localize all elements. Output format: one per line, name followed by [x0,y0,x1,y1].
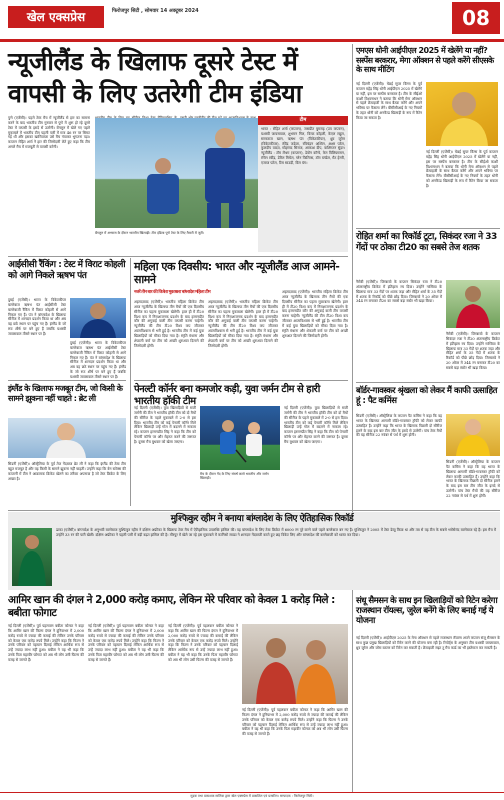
dhoni-photo [426,82,498,146]
hockey-photo [200,406,280,470]
cummins-body: सिडनी (एजेंसी)। ऑस्ट्रेलिया के कप्तान पैट कमिंस ने कहा कि वह भारत के खिलाफ आगामी बॉर्डर-गावस्कर ट्रॉफी को लेकर काफी उत्साहित हैं। उन्होंने कहा कि भारत के खिलाफ पिछली दो सीरीज हारने के बाद इस बार टीम जीत के इरादे से उतरेगी। पांच टेस्ट मैचों की यह सीरीज 22 नवंबर से पर्थ में शुरू होगी। [356,414,442,438]
imprint-footer: मुद्रक तथा प्रकाशक मालिक द्वारा खेल एक्सप्रेस में प्रकाशित एवं प्रसारित। सम्पादक : फिरोजपुर सिटी। [0,792,504,800]
rr-body: नई दिल्ली (एजेंसी)। आईपीएल 2025 के मेगा ऑक्शन से पहले राजस्थान रॉयल्स अपने कप्तान संजू सैमसन के साथ कुछ प्रमुख खिलाड़ियों को रिटेन करने की योजना बना रही है। रिपोर्ट्स के अनुसार टीम यशस्वी जायसवाल, ध्रुव जुरेल और जोस बटलर को रिटेन कर सकती है। फ्रेंचाइजी राइट टू मैच कार्ड का भी इस्तेमाल कर सकती है। [356,636,500,650]
hockey-headline: पेनल्टी कॉर्नर बना कमजोर कड़ी, युवा जर्मन टीम से हारी भारतीय हॉकी टीम [134,384,320,407]
column-rule [130,258,131,506]
babita-headline: आमिर खान की दंगल ने 2,000 करोड़ कमाए, लेकिन मेरे परिवार को केवल 1 करोड़ मिले : बबीता फोगाट [8,594,335,619]
pant-photo [70,298,126,338]
babita-body-1: नई दिल्ली (एजेंसी)। पूर्व पहलवान बबीता फोगाट ने कहा कि आमिर खान की फिल्म दंगल ने दुनियाभर में 2,000 करोड़ रुपये से ज्यादा की कमाई की लेकिन उनके परिवार को केवल एक करोड़ रुपये मिले। उन्होंने कहा कि फिल्म ने उनके परिवार को पहचान दिलाई लेकिन आर्थिक रूप से उन्हें ज्यादा लाभ नहीं हुआ। बबीता ने यह भी कहा कि उनके पिता महावीर फोगाट को अब भी लोग उसी फिल्म की वजह से जानते हैं। [8,624,84,662]
dateline: फिरोजपुर सिटी , सोमवार 14 अक्टूबर 2024 [112,8,199,14]
babita-photo [242,624,348,704]
hockey-body-2: नई दिल्ली (एजेंसी)। युवा खिलाड़ियों से सजी जर्मनी की टीम ने भारतीय हॉकी टीम को दो मैचों की सीरीज के पहले मुकाबले में 2-0 से हरा दिया। भारतीय टीम को कई पेनल्टी कॉर्नर मिले लेकिन खिलाड़ी उन्हें गोल में बदलने में नाकाम रहे। कप्तान हरमनप्रीत सिंह ने कहा कि टीम को पेनल्टी कॉर्नर पर और मेहनत करने की जरूरत है। दूसरा मैच बुधवार को खेला जाएगा। [284,406,349,444]
page-number: 08 [452,2,500,34]
lead-headline-1: न्यूजीलैंड के खिलाफ दूसरे टेस्ट में [8,47,298,76]
dhoni-body-2: नई दिल्ली (एजेंसी)। चेन्नई सुपर किंग्स के पूर्व कप्तान महेंद्र सिंह धोनी आईपीएल 2025 में खेलेंगे या नहीं, इस पर सस्पेंस बरकरार है। टीम के सीईओ काशी विश्वनाथन ने बताया कि धोनी मेगा ऑक्शन से पहले फ्रेंचाइजी के साथ बैठक करेंगे और अपने भविष्य पर फैसला लेंगे। बीसीसीआई के नए नियमों के तहत धोनी को अनकैप्ड खिलाड़ी के रूप में रिटेन किया जा सकता है। [426,150,498,188]
divider [134,380,348,381]
section-title: खेल एक्सप्रेस [8,6,104,28]
rankings-body-2: दुबई (एजेंसी)। भारत के विकेटकीपर बल्लेबाज ऋषभ पंत आईसीसी टेस्ट बल्लेबाजी रैंकिंग में विराट कोहली से आगे निकल गए हैं। पंत ने बांग्लादेश के खिलाफ सीरीज में शानदार प्रदर्शन किया था और अब वह छठे स्थान पर पहुंच गए हैं। इंग्लैंड के जो रूट शीर्ष पर बने हुए हैं जबकि यशस्वी जायसवाल तीसरे स्थान पर हैं। [70,341,126,379]
babita-body-3: नई दिल्ली (एजेंसी)। पूर्व पहलवान बबीता फोगाट ने कहा कि आमिर खान की फिल्म दंगल ने दुनियाभर में 2,000 करोड़ रुपये से ज्यादा की कमाई की लेकिन उनके परिवार को केवल एक करोड़ रुपये मिले। उन्होंने कहा कि फिल्म ने उनके परिवार को पहचान दिलाई लेकिन आर्थिक रूप से उन्हें ज्यादा लाभ नहीं हुआ। बबीता ने यह भी कहा कि उनके पिता महावीर फोगाट को अब भी लोग उसी फिल्म की वजह से जानते हैं। [168,624,238,662]
brettlee-body: सिडनी (एजेंसी)। ऑस्ट्रेलिया के पूर्व तेज गेंदबाज ब्रेट ली ने कहा कि इंग्लैंड की टेस्ट टीम बहुत मजबूत है और वह किसी के सामने झुकना नहीं चाहती। उन्होंने कहा कि बेन स्टोक्स की कप्तानी में टीम ने आक्रामक क्रिकेट खेलने का तरीका अपनाया है जो टेस्ट क्रिकेट के लिए अच्छा है। [8,462,126,481]
brettlee-headline: इंग्लैंड के खिलाफ मजबूत टीम, जो किसी के सामने झुकना नहीं चाहते : ब्रेट ली [8,384,123,403]
women-subhead: नजरें तीन बार की विजेता मुकाबला बांग्लादेश महिला टीम [134,290,211,295]
babita-body-4: नई दिल्ली (एजेंसी)। पूर्व पहलवान बबीता फोगाट ने कहा कि आमिर खान की फिल्म दंगल ने दुनियाभर में 2,000 करोड़ रुपये से ज्यादा की कमाई की लेकिन उनके परिवार को केवल एक करोड़ रुपये मिले। उन्होंने कहा कि फिल्म ने उनके परिवार को पहचान दिलाई लेकिन आर्थिक रूप से उन्हें ज्यादा लाभ नहीं हुआ। बबीता ने यह भी कहा कि उनके पिता महावीर फोगाट को अब भी लोग उसी फिल्म की वजह से जानते हैं। [242,708,348,737]
lead-body-col1: पुणे (एजेंसी)। पहले टेस्ट मैच में न्यूजीलैंड से हार का सामना करने के बाद भारतीय टीम गुरुवार से पुणे में शुरू हो रहे दूसरे टेस्ट में वापसी के इरादे से उतरेगी। बेंगलुरु में खेले गए पहले मुकाबले में भारतीय टीम पहली पारी में मात्र 46 रन पर सिमट गई थी और इसका खामियाजा उसे मैच गंवाकर भुगतना पड़ा। कप्तान रोहित शर्मा ने हार की जिम्मेदारी लेते हुए कहा कि टीम अगले मैच में मजबूती से वापसी करेगी। [8,116,90,150]
rohit-body: नैरोबी (एजेंसी)। जिम्बाब्वे के कप्तान सिकंदर रजा ने टी20 अंतरराष्ट्रीय क्रिकेट में इतिहास रच दिया। उन्होंने गाम्बिया के खिलाफ मात्र 33 गेंदों पर शतक जड़ा और रोहित शर्मा के 35 गेंदों में शतक के रिकॉर्ड को पीछे छोड़ दिया। जिम्बाब्वे ने 20 ओवर में 344 रन बनाकर टी20 का सबसे बड़ा स्कोर भी खड़ा किया। [356,280,442,304]
divider [356,382,500,383]
rohit-headline: रोहित शर्मा का रिकॉर्ड टूटा, सिकंदर रजा ने 33 गेंदों पर ठोका टी20 का सबसे तेज शतक [356,232,497,253]
divider [356,228,500,229]
teams-label: टीम [258,116,348,125]
dhoni-body: नई दिल्ली (एजेंसी)। चेन्नई सुपर किंग्स के पूर्व कप्तान महेंद्र सिंह धोनी आईपीएल 2025 में खेलेंगे या नहीं, इस पर सस्पेंस बरकरार है। टीम के सीईओ काशी विश्वनाथन ने बताया कि धोनी मेगा ऑक्शन से पहले फ्रेंचाइजी के साथ बैठक करेंगे और अपने भविष्य पर फैसला लेंगे। बीसीसीआई के नए नियमों के तहत धोनी को अनकैप्ड खिलाड़ी के रूप में रिटेन किया जा सकता है। [356,82,422,120]
women-body-1: अहमदाबाद (एजेंसी)। भारतीय महिला क्रिकेट टीम आज न्यूजीलैंड के खिलाफ तीन मैचों की एक दिवसीय सीरीज का पहला मुकाबला खेलेगी। हाल ही में टी20 विश्व कप में निराशाजनक प्रदर्शन के बाद हरमनप्रीत कौर की अगुवाई वाली टीम वापसी करना चाहेगी। न्यूजीलैंड की टीम टी20 विश्व कप जीतकर आत्मविश्वास से भरी हुई है। भारतीय टीम में कई युवा खिलाड़ियों को मौका दिया गया है। स्मृति मंधाना और शेफाली वर्मा पर टीम को अच्छी शुरुआत दिलाने की जिम्मेदारी होगी। [134,300,204,348]
rankings-headline: आईसीसी रैंकिंग : टेस्ट में विराट कोहली को आगे निकले ऋषभ पंत [8,260,126,281]
cummins-headline: बॉर्डर-गावस्कर श्रृंखला को लेकर मैं काफी उत्साहित हूं : पैट कमिंस [356,386,497,407]
lead-photo-caption: बेंगलुरु में अभ्यास के दौरान भारतीय खिलाड़ी। टीम इंडिया पुणे टेस्ट के लिए तैयारी में जुटी। [95,231,205,235]
hockey-body-1: नई दिल्ली (एजेंसी)। युवा खिलाड़ियों से सजी जर्मनी की टीम ने भारतीय हॉकी टीम को दो मैचों की सीरीज के पहले मुकाबले में 2-0 से हरा दिया। भारतीय टीम को कई पेनल्टी कॉर्नर मिले लेकिन खिलाड़ी उन्हें गोल में बदलने में नाकाम रहे। कप्तान हरमनप्रीत सिंह ने कहा कि टीम को पेनल्टी कॉर्नर पर और मेहनत करने की जरूरत है। दूसरा मैच बुधवार को खेला जाएगा। [134,406,196,444]
brettlee-photo [8,418,126,458]
dhoni-headline: एमएस धोनी आईपीएल 2025 में खेलेंगे या नहीं? सस्पेंस बरकरार, मेगा ऑक्शन से पहले करेंगे सीएसके के साथ मीटिंग [356,46,494,75]
women-body-3: अहमदाबाद (एजेंसी)। भारतीय महिला क्रिकेट टीम आज न्यूजीलैंड के खिलाफ तीन मैचों की एक दिवसीय सीरीज का पहला मुकाबला खेलेगी। हाल ही में टी20 विश्व कप में निराशाजनक प्रदर्शन के बाद हरमनप्रीत कौर की अगुवाई वाली टीम वापसी करना चाहेगी। न्यूजीलैंड की टीम टी20 विश्व कप जीतकर आत्मविश्वास से भरी हुई है। भारतीय टीम में कई युवा खिलाड़ियों को मौका दिया गया है। स्मृति मंधाना और शेफाली वर्मा पर टीम को अच्छी शुरुआत दिलाने की जिम्मेदारी होगी। [282,290,348,338]
mushfiqur-photo [12,528,52,586]
babita-body-2: नई दिल्ली (एजेंसी)। पूर्व पहलवान बबीता फोगाट ने कहा कि आमिर खान की फिल्म दंगल ने दुनियाभर में 2,000 करोड़ रुपये से ज्यादा की कमाई की लेकिन उनके परिवार को केवल एक करोड़ रुपये मिले। उन्होंने कहा कि फिल्म ने उनके परिवार को पहचान दिलाई लेकिन आर्थिक रूप से उन्हें ज्यादा लाभ नहीं हुआ। बबीता ने यह भी कहा कि उनके पिता महावीर फोगाट को अब भी लोग उसी फिल्म की वजह से जानते हैं। [88,624,164,662]
mushfiqur-headline: मुश्फिकुर रहीम ने बनाया बांग्लादेश के लिए ऐतिहासिक रिकॉर्ड [170,514,354,524]
mushfiqur-body: ढाका (एजेंसी)। बांग्लादेश के अनुभवी बल्लेबाज मुश्फिकुर रहीम ने दक्षिण अफ्रीका के खिलाफ टेस्ट मैच में ऐतिहासिक उपलब्धि हासिल की। वह बांग्लादेश के लिए टेस्ट क्रिकेट में 6000 रन पूरे करने वाले पहले बल्लेबाज बन गए हैं। मुश्फिकुर ने 2005 में टेस्ट डेब्यू किया था और तब से वह टीम के सबसे भरोसेमंद बल्लेबाज रहे हैं। इस मैच में उन्होंने 33 रन की पारी खेली। दक्षिण अफ्रीका ने पहली पारी में बड़ी बढ़त हासिल की है। मीरपुर में खेले जा रहे इस मुकाबले में कागिसो रबाडा ने शानदार गेंदबाजी करते हुए छह विकेट लिए और बांग्लादेश की बल्लेबाजी को ध्वस्त कर दिया। [56,528,496,537]
column-rule [352,44,353,792]
hockey-photo-caption: मैच के दौरान गेंद के लिए संघर्ष करते भारतीय और जर्मन खिलाड़ी। [200,472,269,481]
teams-list: भारत : रोहित शर्मा (कप्तान), जसप्रीत बुमराह (उप कप्तान), यशस्वी जायसवाल, शुभमन गिल, विराट कोहली, केएल राहुल, सरफराज खान, ऋषभ पंत (विकेटकीपर), ध्रुव जुरेल (विकेटकीपर), रविंद्र जडेजा, रविचंद्रन अश्विन, अक्षर पटेल, कुलदीप यादव, मोहम्मद सिराज, आकाश दीप, वाशिंगटन सुंदर। न्यूजीलैंड : टॉम लैथम (कप्तान), डेवोन कॉन्वे, केन विलियमसन, रचिन रवींद्र, डेरिल मिचेल, ग्लेन फिलिप्स, टॉम ब्लंडेल, मैट हेनरी, एजाज पटेल, टिम साउदी, विल यंग। [261,127,345,165]
rr-headline: संधू सैमसन के साथ इन खिलाड़ियों को रिटेन करेगा राजस्थान रॉयल्स, जुरेल बनेंगे के लिए बनाई गई ये योजना [356,596,498,627]
rankings-body: दुबई (एजेंसी)। भारत के विकेटकीपर बल्लेबाज ऋषभ पंत आईसीसी टेस्ट बल्लेबाजी रैंकिंग में विराट कोहली से आगे निकल गए हैं। पंत ने बांग्लादेश के खिलाफ सीरीज में शानदार प्रदर्शन किया था और अब वह छठे स्थान पर पहुंच गए हैं। इंग्लैंड के जो रूट शीर्ष पर बने हुए हैं जबकि यशस्वी जायसवाल तीसरे स्थान पर हैं। [8,298,66,336]
cummins-photo [446,414,500,456]
raza-photo [446,280,500,328]
lead-headline-2: वापसी के लिए उतरेगी टीम इंडिया [8,79,302,108]
divider [8,510,500,511]
rohit-body-2: नैरोबी (एजेंसी)। जिम्बाब्वे के कप्तान सिकंदर रजा ने टी20 अंतरराष्ट्रीय क्रिकेट में इतिहास रच दिया। उन्होंने गाम्बिया के खिलाफ मात्र 33 गेंदों पर शतक जड़ा और रोहित शर्मा के 35 गेंदों में शतक के रिकॉर्ड को पीछे छोड़ दिया। जिम्बाब्वे ने 20 ओवर में 344 रन बनाकर टी20 का सबसे बड़ा स्कोर भी खड़ा किया। [446,332,500,370]
divider [8,256,348,257]
women-headline: महिला एक दिवसीय: भारत और न्यूजीलैंड आज आमने-सामने [134,260,340,287]
cummins-body-2: सिडनी (एजेंसी)। ऑस्ट्रेलिया के कप्तान पैट कमिंस ने कहा कि वह भारत के खिलाफ आगामी बॉर्डर-गावस्कर ट्रॉफी को लेकर काफी उत्साहित हैं। उन्होंने कहा कि भारत के खिलाफ पिछली दो सीरीज हारने के बाद इस बार टीम जीत के इरादे से उतरेगी। पांच टेस्ट मैचों की यह सीरीज 22 नवंबर से पर्थ में शुरू होगी। [446,460,500,498]
divider [8,380,126,381]
women-body-2: अहमदाबाद (एजेंसी)। भारतीय महिला क्रिकेट टीम आज न्यूजीलैंड के खिलाफ तीन मैचों की एक दिवसीय सीरीज का पहला मुकाबला खेलेगी। हाल ही में टी20 विश्व कप में निराशाजनक प्रदर्शन के बाद हरमनप्रीत कौर की अगुवाई वाली टीम वापसी करना चाहेगी। न्यूजीलैंड की टीम टी20 विश्व कप जीतकर आत्मविश्वास से भरी हुई है। भारतीय टीम में कई युवा खिलाड़ियों को मौका दिया गया है। स्मृति मंधाना और शेफाली वर्मा पर टीम को अच्छी शुरुआत दिलाने की जिम्मेदारी होगी। [208,300,278,348]
